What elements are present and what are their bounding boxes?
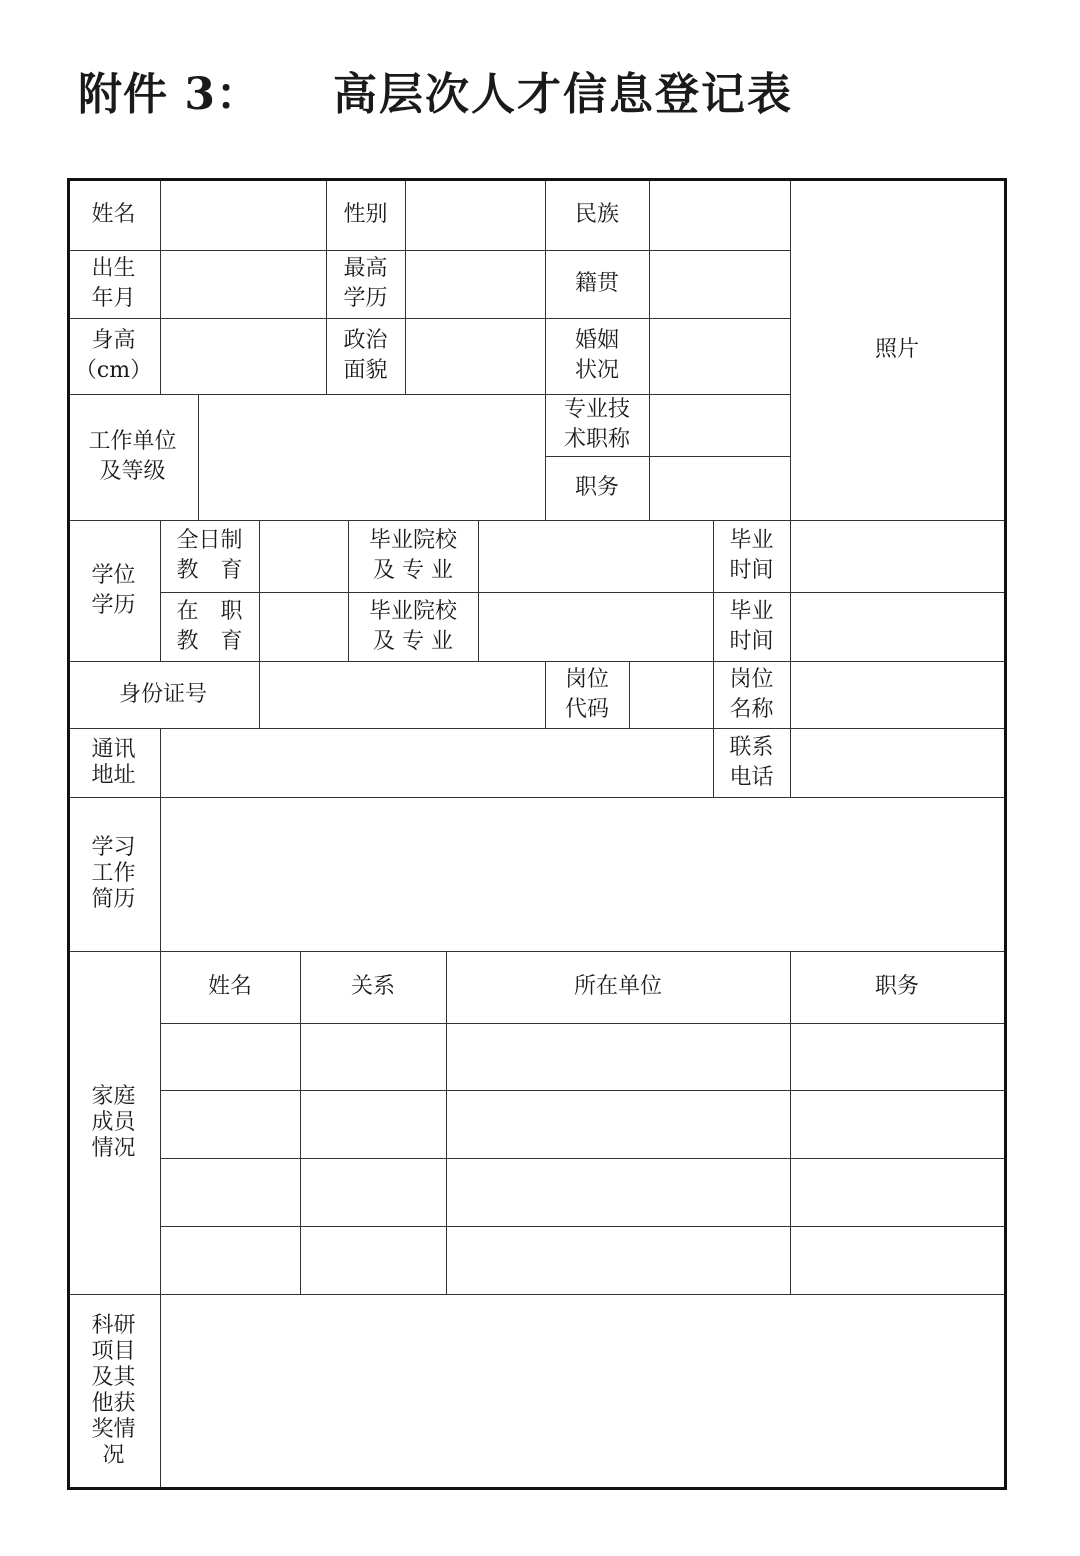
input-inservice-degree[interactable] [260, 593, 347, 660]
input-resume[interactable] [161, 798, 1004, 950]
label-research-awards: 科研 项目 及其 他获 奖情 况 [91, 1313, 136, 1468]
family-cell-position[interactable] [791, 1024, 1003, 1089]
family-header-position: 职务 [874, 974, 919, 999]
input-post-code[interactable] [630, 662, 712, 727]
input-highest-education[interactable] [406, 251, 544, 317]
label-name: 姓名 [91, 202, 136, 227]
form-title: 高层次人才信息登记表 [333, 69, 793, 120]
family-cell-employer[interactable] [447, 1227, 789, 1293]
family-cell-name[interactable] [161, 1159, 299, 1225]
input-name[interactable] [161, 181, 325, 249]
family-header-relation: 关系 [350, 974, 395, 999]
label-degree-education: 学位 学历 [91, 562, 136, 618]
label-grad-time-fulltime: 毕业 时间 [729, 528, 774, 583]
label-professional-title: 专业技 术职称 [563, 397, 630, 452]
input-position[interactable] [650, 457, 789, 519]
input-native-place[interactable] [650, 251, 789, 317]
label-grad-time-inservice: 毕业 时间 [729, 598, 774, 654]
input-address[interactable] [161, 729, 712, 796]
input-school-major-fulltime[interactable] [479, 521, 712, 591]
label-post-name: 岗位 名称 [729, 666, 774, 722]
family-cell-position[interactable] [791, 1227, 1003, 1293]
input-id-number[interactable] [260, 662, 544, 727]
label-phone: 联系 电话 [729, 734, 774, 790]
label-resume: 学习 工作 简历 [91, 835, 136, 912]
label-highest-education: 最高 学历 [343, 256, 388, 311]
family-cell-employer[interactable] [447, 1091, 789, 1157]
label-id-number: 身份证号 [118, 681, 207, 707]
input-post-name[interactable] [791, 662, 1004, 727]
label-native-place: 籍贯 [574, 271, 619, 296]
family-row-3 [160, 1158, 1004, 1226]
label-work-unit: 工作单位 及等级 [88, 429, 177, 484]
family-header-employer: 所在单位 [573, 974, 662, 999]
input-height[interactable] [161, 319, 325, 393]
input-political-status[interactable] [406, 319, 544, 393]
label-ethnicity: 民族 [574, 202, 619, 227]
input-school-major-inservice[interactable] [479, 593, 712, 660]
input-marital-status[interactable] [650, 319, 789, 393]
family-row-4 [160, 1226, 1004, 1294]
family-header-name: 姓名 [207, 974, 252, 999]
label-fulltime-education: 全日制 教 育 [176, 528, 243, 583]
family-cell-employer[interactable] [447, 1159, 789, 1225]
family-cell-relation[interactable] [301, 1091, 445, 1157]
input-work-unit[interactable] [199, 395, 544, 519]
input-professional-title[interactable] [650, 395, 789, 455]
input-ethnicity[interactable] [650, 181, 789, 249]
label-post-code: 岗位 代码 [564, 666, 609, 722]
family-cell-name[interactable] [161, 1227, 299, 1293]
label-family: 家庭 成员 情况 [91, 1083, 136, 1161]
input-research-awards[interactable] [161, 1295, 1004, 1487]
input-grad-time-inservice[interactable] [791, 593, 1004, 660]
input-fulltime-degree[interactable] [260, 521, 347, 591]
family-cell-relation[interactable] [301, 1159, 445, 1225]
label-school-major-inservice: 毕业院校 及 专 业 [368, 598, 457, 654]
family-row-2 [160, 1090, 1004, 1158]
label-political-status: 政治 面貌 [343, 328, 388, 383]
family-cell-position[interactable] [791, 1091, 1003, 1157]
family-row-1 [160, 1023, 1004, 1090]
label-address: 通讯 地址 [91, 736, 136, 788]
photo-box[interactable]: 照片 [874, 337, 919, 362]
label-position: 职务 [574, 475, 619, 500]
label-inservice-education: 在 职 教 育 [176, 598, 243, 654]
input-birth[interactable] [161, 251, 325, 317]
family-cell-name[interactable] [161, 1024, 299, 1089]
label-birth: 出生 年月 [91, 256, 136, 311]
family-cell-position[interactable] [791, 1159, 1003, 1225]
label-marital-status: 婚姻 状况 [574, 328, 619, 383]
input-grad-time-fulltime[interactable] [791, 521, 1004, 591]
label-height: 身高 （cm） [74, 328, 153, 383]
input-phone[interactable] [791, 729, 1004, 796]
label-school-major-fulltime: 毕业院校 及 专 业 [368, 528, 457, 583]
attachment-label: 附件 3： [78, 69, 261, 120]
family-cell-name[interactable] [161, 1091, 299, 1157]
family-cell-relation[interactable] [301, 1227, 445, 1293]
family-cell-relation[interactable] [301, 1024, 445, 1089]
family-cell-employer[interactable] [447, 1024, 789, 1089]
label-gender: 性别 [343, 202, 388, 227]
input-gender[interactable] [406, 181, 544, 249]
